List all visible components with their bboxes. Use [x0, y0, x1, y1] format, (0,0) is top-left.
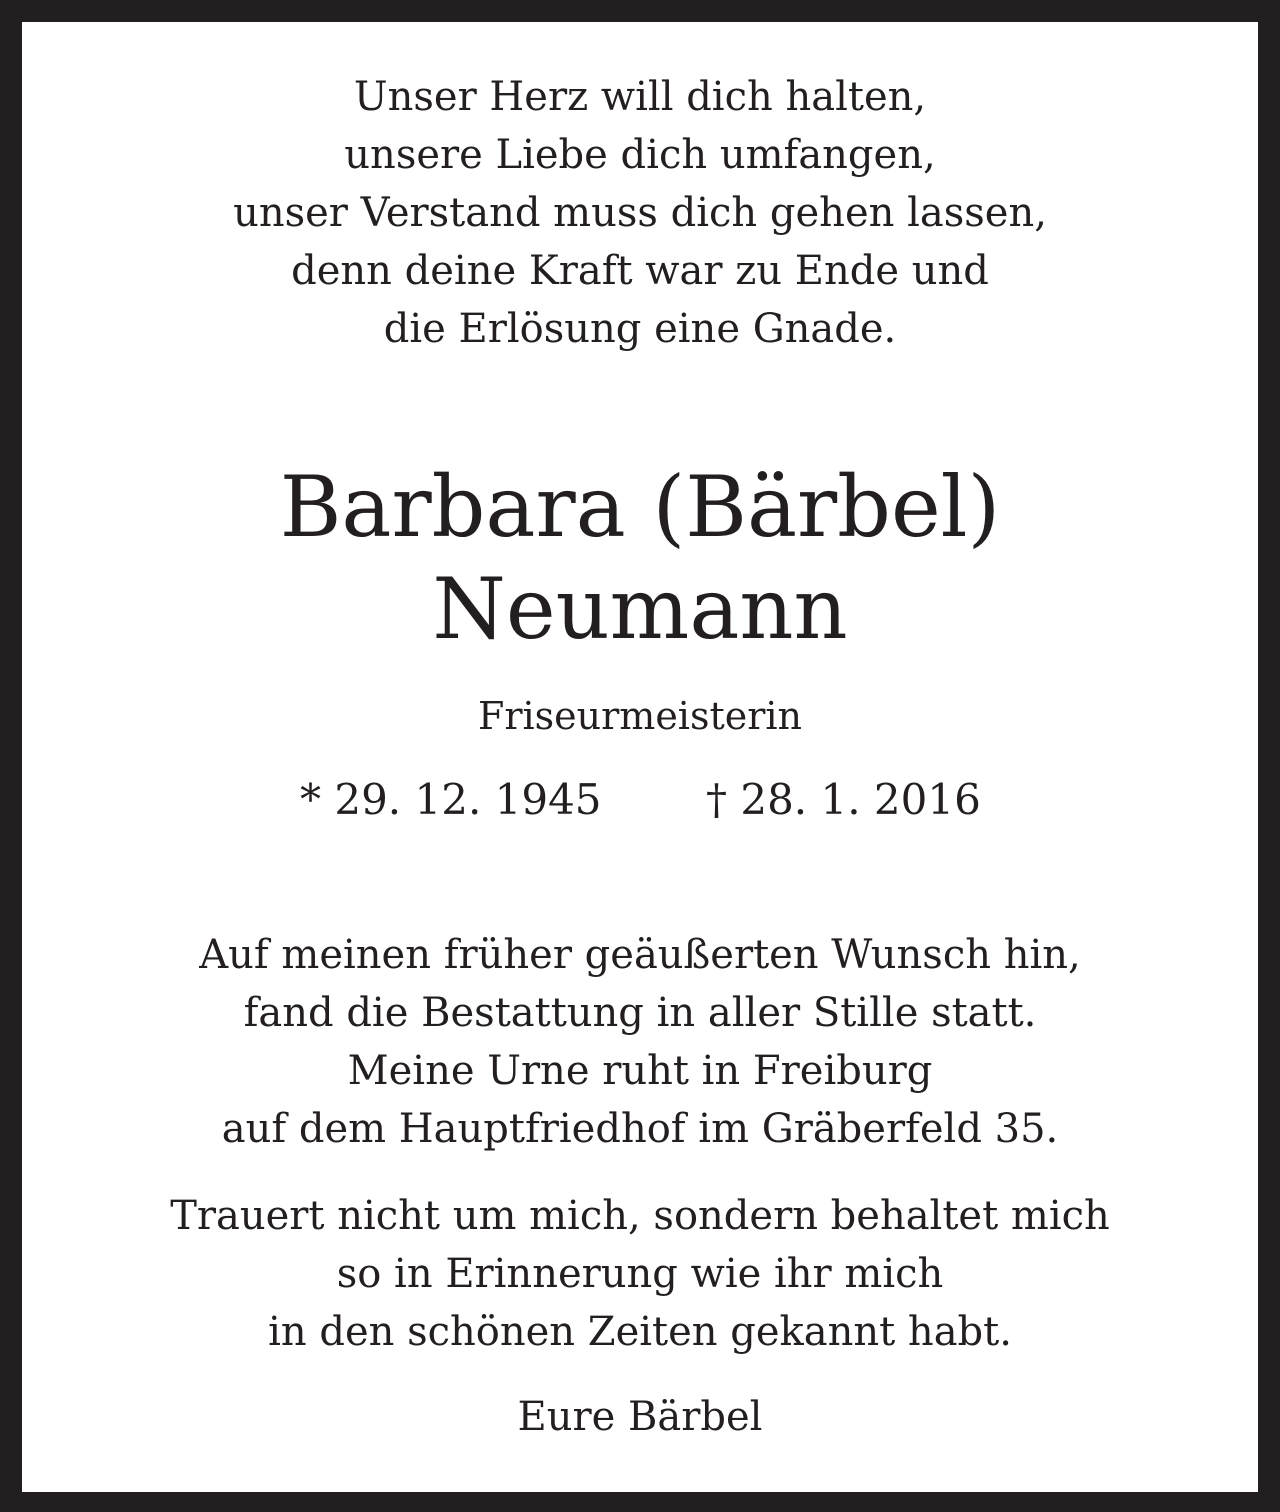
opening-verse: [0, 68, 1280, 358]
deceased-occupation: Friseurmeisterin: [477, 694, 803, 738]
notice-line: fand die Bestattung in aller Stille statt.: [243, 990, 1037, 1036]
farewell-line: so in Erinnerung wie ihr mich: [336, 1251, 944, 1297]
deceased-name-line2: Neumann: [432, 560, 848, 658]
birth-date: * 29. 12. 1945: [300, 775, 602, 824]
notice-line: Auf meinen früher geäußerten Wunsch hin,: [199, 932, 1081, 978]
farewell-line: in den schönen Zeiten gekannt habt.: [268, 1309, 1012, 1355]
notice-line: Meine Urne ruht in Freiburg: [347, 1048, 933, 1094]
deceased-name-line1: Barbara (Bärbel): [279, 458, 1001, 556]
verse-line: Unser Herz will dich halten,: [353, 74, 927, 120]
verse-line: die Erlösung eine Gnade.: [383, 306, 897, 352]
funeral-notice: [0, 926, 1280, 1158]
farewell-line: Trauert nicht um mich, sondern behaltet mich: [170, 1193, 1110, 1239]
verse-line: denn deine Kraft war zu Ende und: [291, 248, 989, 294]
verse-line: unsere Liebe dich umfangen,: [344, 132, 936, 178]
notice-line: auf dem Hauptfriedhof im Gräberfeld 35.: [221, 1106, 1059, 1152]
signature: Eure Bärbel: [517, 1394, 763, 1440]
verse-line: unser Verstand muss dich gehen lassen,: [233, 190, 1047, 236]
death-date: † 28. 1. 2016: [706, 775, 981, 824]
farewell-message: [0, 1187, 1280, 1361]
deceased-name: [0, 456, 1280, 660]
